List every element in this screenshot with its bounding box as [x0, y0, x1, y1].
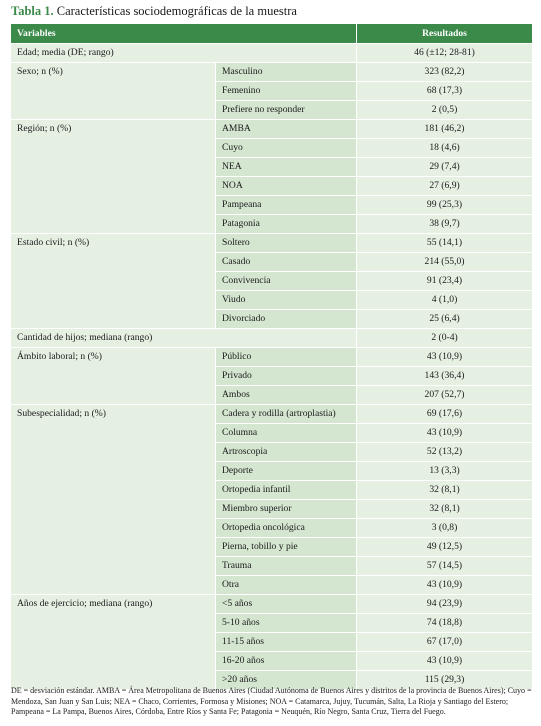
sub-label: Trauma: [216, 557, 357, 576]
cell-value: 94 (23,9): [357, 595, 533, 614]
sociodemographic-table: [10, 23, 533, 690]
row-value-edad: 46 (±12; 28-81): [357, 44, 533, 63]
cell-value: 43 (10,9): [357, 424, 533, 443]
cell-value: 43 (10,9): [357, 652, 533, 671]
table-row: [11, 329, 533, 348]
sub-label: Columna: [216, 424, 357, 443]
cell-value: 3 (0,8): [357, 519, 533, 538]
table-title: [11, 4, 297, 19]
cell-value: 13 (3,3): [357, 462, 533, 481]
sub-label: Femenino: [216, 82, 357, 101]
sub-label: Soltero: [216, 234, 357, 253]
cell-value: 43 (10,9): [357, 576, 533, 595]
row-label-civil: Estado civil; n (%): [11, 234, 216, 329]
sub-label: Cuyo: [216, 139, 357, 158]
sub-label: Patagonia: [216, 215, 357, 234]
cell-value: 32 (8,1): [357, 500, 533, 519]
table-row: [11, 44, 533, 63]
cell-value: 52 (13,2): [357, 443, 533, 462]
header-row: [11, 24, 533, 44]
sub-label: Ortopedia infantil: [216, 481, 357, 500]
cell-value: 32 (8,1): [357, 481, 533, 500]
cell-value: 55 (14,1): [357, 234, 533, 253]
table-row: [11, 405, 533, 424]
table-row: [11, 234, 533, 253]
cell-value: 99 (25,3): [357, 196, 533, 215]
cell-value: 29 (7,4): [357, 158, 533, 177]
sub-label: 11-15 años: [216, 633, 357, 652]
sub-label: Casado: [216, 253, 357, 272]
table-footnote: DE = desviación estándar. AMBA = Área Metropolitana de Buenos Aires (Ciudad Autónoma de Buenos Aires y distritos de la provincia de Buenos Aires); Cuyo = Mendoza, San Juan y San Luis; NEA = Chaco, Corrientes, Formosa y Misiones; NOA = Catamarca, Jujuy, Tucumán, Salta, La Rioja y Santiago del Estero; Pampeana = La Pampa, Buenos Aires, Córdoba, Entre Ríos y Santa Fe; Patagonia = Neuquén, Río Negro, Santa Cruz, Tierra del Fuego.: [11, 686, 532, 716]
cell-value: 91 (23,4): [357, 272, 533, 291]
sub-label: <5 años: [216, 595, 357, 614]
sub-label: NEA: [216, 158, 357, 177]
sub-label: >20 años: [216, 671, 357, 690]
sub-label: Convivencia: [216, 272, 357, 291]
sub-label: Divorciado: [216, 310, 357, 329]
sub-label: Miembro superior: [216, 500, 357, 519]
cell-value: 38 (9,7): [357, 215, 533, 234]
row-label-hijos: Cantidad de hijos; mediana (rango): [11, 329, 357, 348]
sub-label: Viudo: [216, 291, 357, 310]
sub-label: Masculino: [216, 63, 357, 82]
cell-value: 18 (4,6): [357, 139, 533, 158]
sub-label: Privado: [216, 367, 357, 386]
row-label-subespecialidad: Subespecialidad; n (%): [11, 405, 216, 595]
cell-value: 181 (46,2): [357, 120, 533, 139]
sub-label: Público: [216, 348, 357, 367]
table-row: [11, 63, 533, 82]
row-value-hijos: 2 (0-4): [357, 329, 533, 348]
cell-value: 68 (17,3): [357, 82, 533, 101]
cell-value: 67 (17,0): [357, 633, 533, 652]
cell-value: 74 (18,8): [357, 614, 533, 633]
cell-value: 69 (17,6): [357, 405, 533, 424]
table-row: [11, 120, 533, 139]
sub-label: Deporte: [216, 462, 357, 481]
row-label-region: Región; n (%): [11, 120, 216, 234]
sub-label: Otra: [216, 576, 357, 595]
cell-value: 57 (14,5): [357, 557, 533, 576]
sub-label: Artroscopia: [216, 443, 357, 462]
cell-value: 27 (6,9): [357, 177, 533, 196]
header-variables: Variables: [11, 24, 357, 44]
cell-value: 143 (36,4): [357, 367, 533, 386]
sub-label: Ambos: [216, 386, 357, 405]
cell-value: 207 (52,7): [357, 386, 533, 405]
cell-value: 115 (29,3): [357, 671, 533, 690]
sub-label: Pierna, tobillo y pie: [216, 538, 357, 557]
sub-label: AMBA: [216, 120, 357, 139]
sub-label: NOA: [216, 177, 357, 196]
cell-value: 214 (55,0): [357, 253, 533, 272]
header-resultados: Resultados: [357, 24, 533, 44]
cell-value: 25 (6,4): [357, 310, 533, 329]
sub-label: Ortopedia oncológica: [216, 519, 357, 538]
row-label-laboral: Ámbito laboral; n (%): [11, 348, 216, 405]
cell-value: 2 (0,5): [357, 101, 533, 120]
row-label-edad: Edad; media (DE; rango): [11, 44, 357, 63]
sub-label: 5-10 años: [216, 614, 357, 633]
sub-label: Prefiere no responder: [216, 101, 357, 120]
cell-value: 43 (10,9): [357, 348, 533, 367]
cell-value: 323 (82,2): [357, 63, 533, 82]
row-label-sexo: Sexo; n (%): [11, 63, 216, 120]
cell-value: 4 (1,0): [357, 291, 533, 310]
table-caption: Características sociodemográficas de la muestra: [56, 4, 297, 18]
cell-value: 49 (12,5): [357, 538, 533, 557]
table-row: [11, 595, 533, 614]
table-number: Tabla 1.: [11, 4, 54, 18]
row-label-ejercicio: Años de ejercicio; mediana (rango): [11, 595, 216, 690]
table-row: [11, 348, 533, 367]
sub-label: Pampeana: [216, 196, 357, 215]
sub-label: 16-20 años: [216, 652, 357, 671]
sub-label: Cadera y rodilla (artroplastia): [216, 405, 357, 424]
